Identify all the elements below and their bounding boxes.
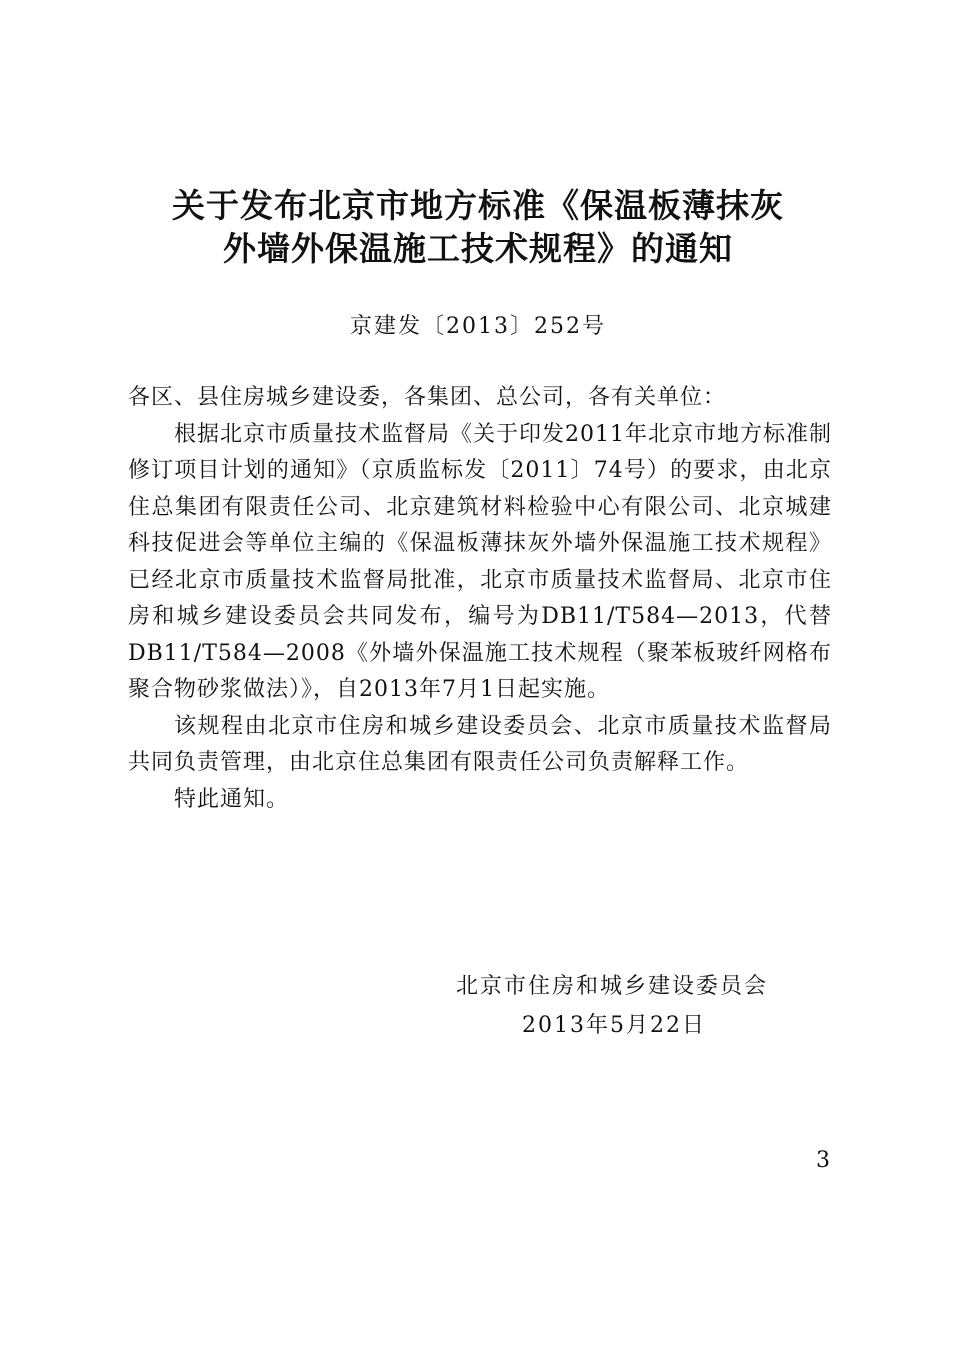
paragraph-publication: 根据北京市质量技术监督局《关于印发2011年北京市地方标准制修订项目计划的通知》（京质监标发〔2011〕74号）的要求，由北京住总集团有限责任公司、北京建筑材料检验中心有限公司、北京城建科技促进会等单位主编的《保温板薄抹灰外墙外保温施工技术规程》已经北京市质量技术监督局批准，北京市质量技术监督局、北京市住房和城乡建设委员会共同发布，编号为DB11/T584—2013，代替DB11/T584—2008《外墙外保温施工技术规程（聚苯板玻纤网格布聚合物砂浆做法）》，自2013年7月1日起实施。	[128, 421, 832, 702]
page-number: 3	[816, 1148, 830, 1173]
document-number: 京建发〔2013〕252号	[350, 314, 606, 339]
issuing-organization: 北京市住房和城乡建设委员会	[456, 974, 769, 999]
notice-body	[128, 380, 832, 818]
issue-date: 2013年5月22日	[522, 1013, 706, 1038]
notice-title-line-2: 外墙外保温施工技术规程》的通知	[223, 229, 733, 268]
paragraph-management: 该规程由北京市住房和城乡建设委员会、北京市质量技术监督局共同负责管理，由北京住总集团有限责任公司负责解释工作。	[128, 713, 832, 775]
salutation: 各区、县住房城乡建设委，各集团、总公司，各有关单位：	[128, 385, 727, 410]
notice-title-line-1: 关于发布北京市地方标准《保温板薄抹灰	[172, 186, 784, 225]
paragraph-closing: 特此通知。	[174, 786, 290, 812]
